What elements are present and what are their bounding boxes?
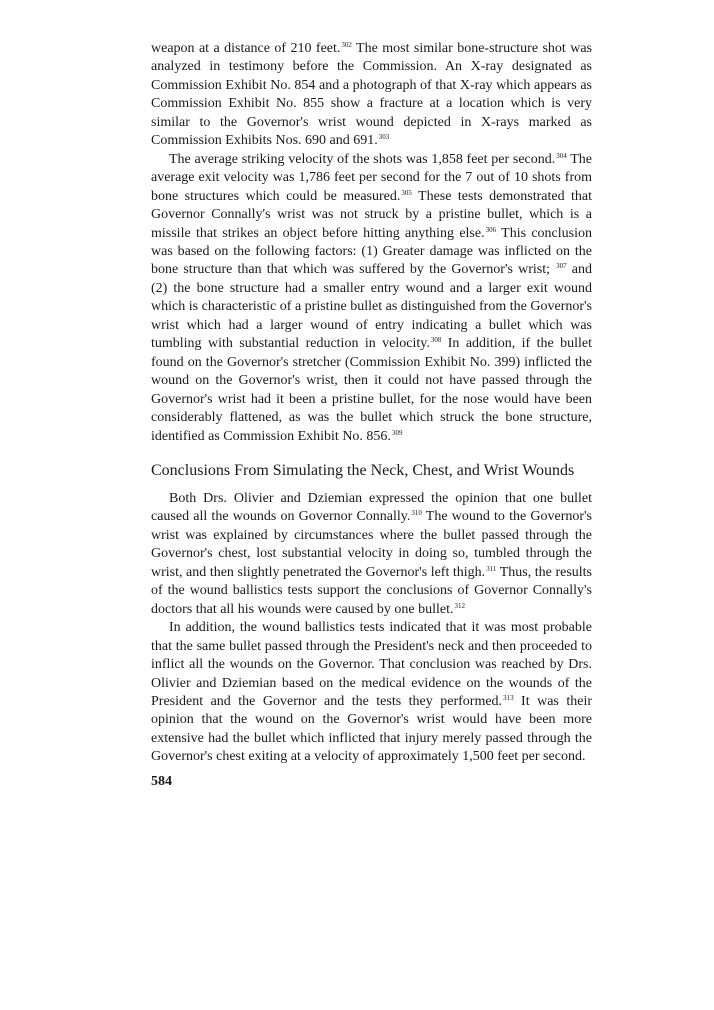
footnote-marker: 308 <box>430 336 442 345</box>
section-heading: Conclusions From Simulating the Neck, Chest, and Wrist Wounds <box>151 461 575 479</box>
page-number: 584 <box>151 773 172 789</box>
footnote-marker: 310 <box>411 509 422 518</box>
footnote-marker: 311 <box>486 564 497 573</box>
paragraph <box>151 490 592 619</box>
paragraph-text: weapon at a distance of 210 feet. <box>151 41 341 56</box>
footnote-marker: 312 <box>454 601 465 610</box>
paragraph-text: Thus, the results of the wound ballistics tests support the conclusions of Governor Connally's doctors that all his wounds were caused by one bullet. <box>151 564 592 617</box>
document-page <box>151 40 592 791</box>
paragraph-text: The wound to the Governor's wrist was explained by circumstances where the bullet passed through the Governor's chest, lost substantial velocity in doing so, tumbled through the wrist, and then slightly penetrated the Governor's left thigh. <box>151 509 592 580</box>
paragraph <box>151 619 592 767</box>
paragraph-text: In addition, the wound ballistics tests indicated that it was most probable that the same bullet passed through the President's neck and then proceeded to inflict all the wounds on the Governor. That conclusion was reached by Drs. Olivier and Dziemian based on the medical evidence on the wounds of the President and the Governor and the tests they performed. <box>151 620 592 709</box>
paragraph <box>151 40 592 151</box>
footnote-marker: 309 <box>391 428 403 437</box>
footnote-marker: 303 <box>378 133 390 142</box>
footnote-marker: 304 <box>556 151 567 160</box>
paragraph-text: It was their opinion that the wound on the Governor's wrist would have been more extensive had the bullet which inflicted that injury merely passed through the Governor's chest exiting at a velocity of approximately 1,500 feet per second. <box>151 693 592 765</box>
paragraph-text: In addition, if the bullet found on the Governor's stretcher (Commission Exhibit No. 399) inflicted the wound on the Governor's wrist, then it could not have passed through the Governor's wrist had it been a pristine bullet, for the nose would have been considerably flattened, as was the bullet which struck the bone structure, identified as Commission Exhibit No. 856. <box>151 336 592 444</box>
paragraph <box>151 151 592 446</box>
paragraph-text: These tests demonstrated that Governor Connally's wrist was not struck by a pristine bullet, which is a missile that strikes an object before hitting anything else. <box>151 188 592 241</box>
paragraph-text: The average exit velocity was 1,786 feet per second for the 7 out of 10 shots from bone structures which could be measured. <box>151 151 592 204</box>
footnote-marker: 313 <box>503 693 514 702</box>
paragraph-text: and (2) the bone structure had a smaller entry wound and a larger exit wound which is characteristic of a pristine bullet as distinguished from the Governor's wrist which had a larger wound of entry indicating a bullet which was tumbling with substantial reduction in velocity. <box>151 262 593 352</box>
body-text-section-2 <box>151 490 592 767</box>
footnote-marker: 305 <box>401 188 412 197</box>
footnote-marker: 302 <box>341 41 352 49</box>
body-text-section-1 <box>151 40 592 446</box>
footnote-marker: 307 <box>556 262 567 271</box>
paragraph-text: The most similar bone-structure shot was analyzed in testimony before the Commission. An X-ray designated as Commission Exhibit No. 854 and a photograph of that X-ray which appears as Commission Exhibit No. 855 show a fracture at a location which is very similar to the Governor's wrist wound depicted in X-rays marked as Commission Exhibits Nos. 690 and 691. <box>151 41 592 149</box>
paragraph-text: The average striking velocity of the shots was 1,858 feet per second. <box>169 151 556 167</box>
footnote-marker: 306 <box>485 225 497 234</box>
paragraph-text: Both Drs. Olivier and Dziemian expressed the opinion that one bullet caused all the wounds on Governor Connally. <box>151 490 592 525</box>
paragraph-text: This conclusion was based on the following factors: (1) Greater damage was inflicted on the bone structure than that which was suffered by the Governor's wrist; <box>151 225 592 278</box>
